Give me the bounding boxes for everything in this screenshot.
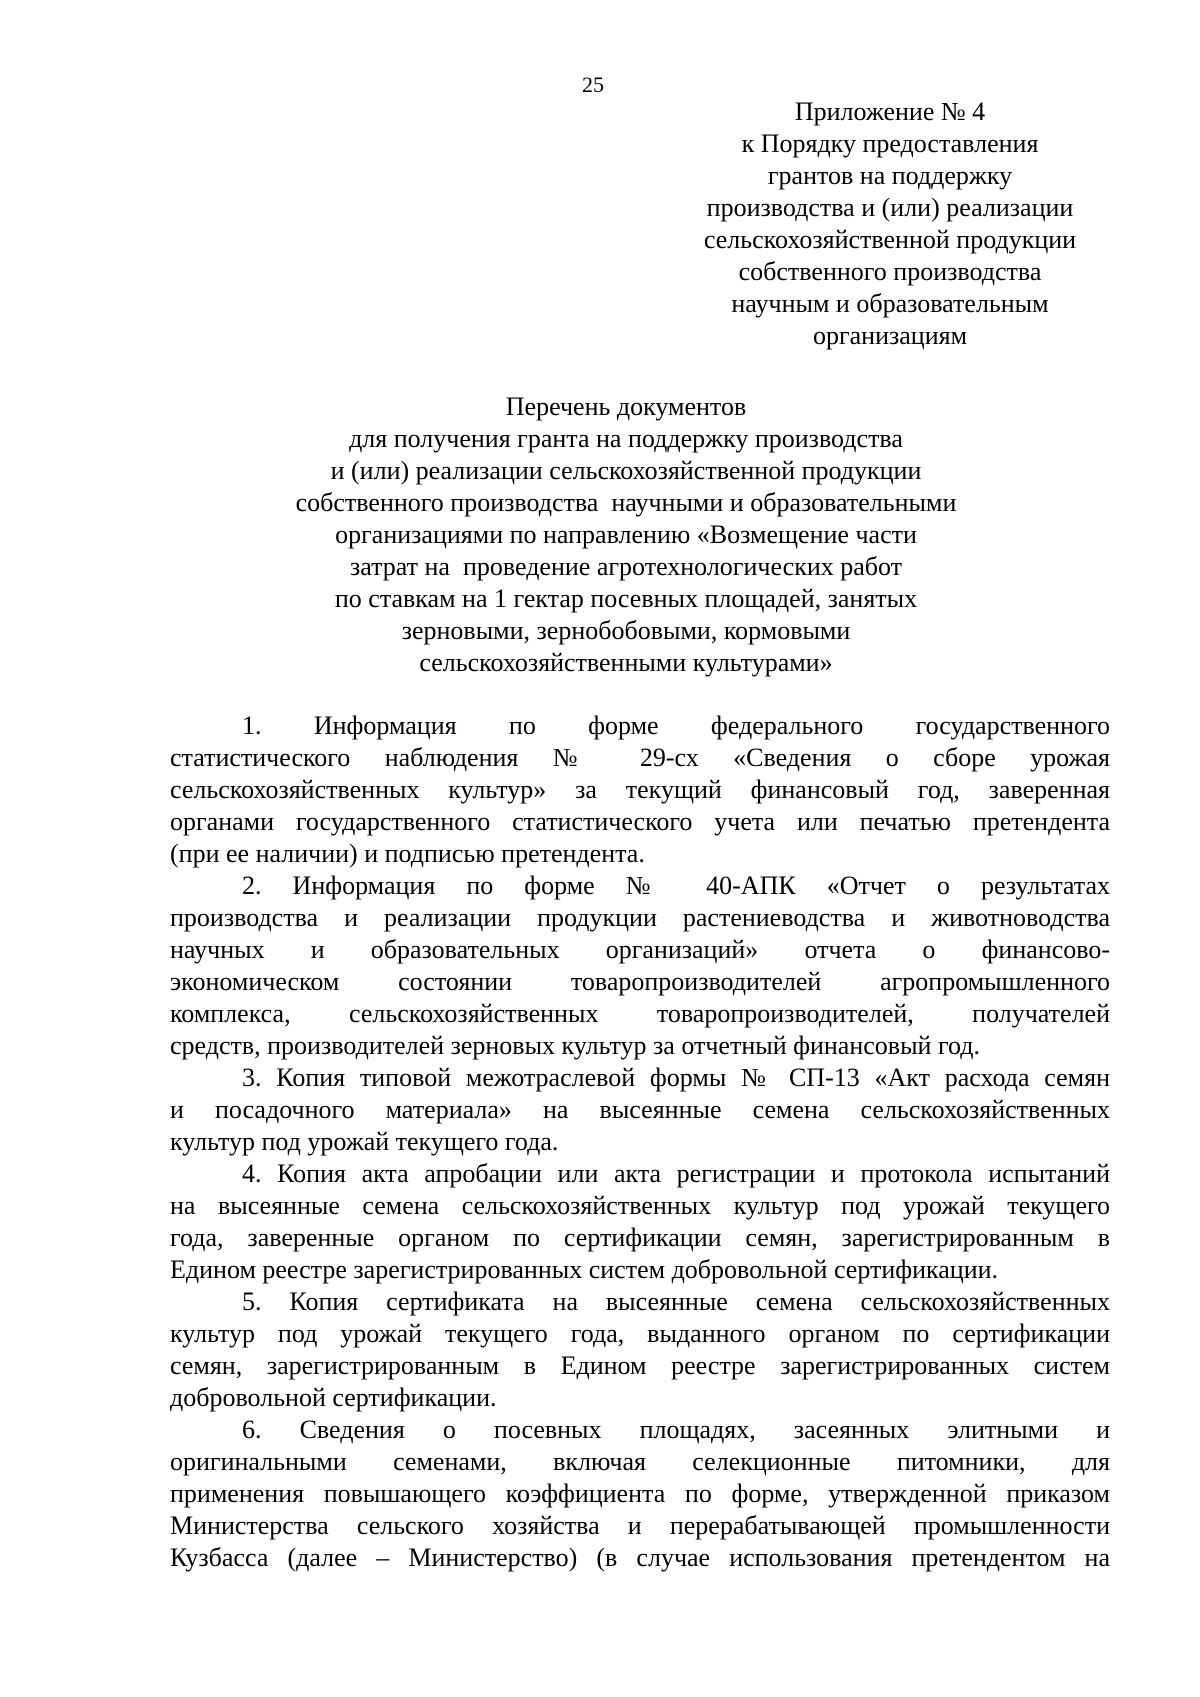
paragraph-line: (при ее наличии) и подписью претендента. bbox=[170, 839, 645, 868]
list-item-4 bbox=[170, 1158, 1110, 1286]
appendix-line: сельскохозяйственной продукции bbox=[703, 225, 1077, 254]
paragraph-line: производства и реализации продукции растениеводства и животноводства bbox=[170, 903, 1110, 932]
page-number: 25 bbox=[582, 72, 604, 97]
paragraph-line: 4. Копия акта апробации или акта регистрации и протокола испытаний bbox=[242, 1159, 1110, 1188]
title-line: сельскохозяйственными культурами» bbox=[419, 648, 833, 677]
appendix-line: производства и (или) реализации bbox=[706, 193, 1074, 222]
document-body bbox=[170, 710, 1110, 1574]
paragraph-line: комплекса, сельскохозяйственных товаропроизводителей, получателей bbox=[170, 999, 1110, 1028]
paragraph-line: применения повышающего коэффициента по форме, утвержденной приказом bbox=[170, 1479, 1110, 1508]
paragraph-line: статистического наблюдения № 29-сх «Сведения о сборе урожая bbox=[170, 743, 1110, 772]
list-item-1 bbox=[170, 710, 1110, 870]
document-title bbox=[246, 391, 1006, 679]
title-line: затрат на проведение агротехнологических работ bbox=[349, 552, 903, 581]
paragraph-line: 5. Копия сертификата на высеянные семена сельскохозяйственных bbox=[242, 1287, 1110, 1316]
title-line: по ставкам на 1 гектар посевных площадей, занятых bbox=[334, 584, 918, 613]
appendix-header bbox=[668, 96, 1112, 352]
paragraph-line: научных и образовательных организаций» отчета о финансово- bbox=[170, 935, 1110, 964]
paragraph-line: сельскохозяйственных культур» за текущий финансовый год, заверенная bbox=[170, 775, 1110, 804]
paragraph-line: 6. Сведения о посевных площадях, засеянных элитными и bbox=[242, 1415, 1110, 1444]
paragraph-line: 3. Копия типовой межотраслевой формы № СП-13 «Акт расхода семян bbox=[242, 1063, 1110, 1092]
list-item-5 bbox=[170, 1286, 1110, 1414]
appendix-line: Приложение № 4 bbox=[794, 97, 986, 126]
paragraph-line: на высеянные семена сельскохозяйственных культур под урожай текущего bbox=[170, 1191, 1110, 1220]
paragraph-line: средств, производителей зерновых культур за отчетный финансовый год. bbox=[170, 1031, 980, 1060]
title-line: собственного производства научными и образовательными bbox=[295, 488, 957, 517]
title-line: зерновыми, зернобобовыми, кормовыми bbox=[401, 616, 851, 645]
paragraph-line: семян, зарегистрированным в Едином реестре зарегистрированных систем bbox=[170, 1351, 1110, 1380]
paragraph-line: Кузбасса (далее – Министерство) (в случае использования претендентом на bbox=[170, 1543, 1110, 1572]
paragraph-line: и посадочного материала» на высеянные семена сельскохозяйственных bbox=[170, 1095, 1110, 1124]
appendix-line: научным и образовательным bbox=[731, 289, 1049, 318]
paragraph-line: 1. Информация по форме федерального государственного bbox=[242, 711, 1110, 740]
paragraph-line: 2. Информация по форме № 40-АПК «Отчет о результатах bbox=[242, 871, 1110, 900]
list-item-6 bbox=[170, 1414, 1110, 1574]
paragraph-line: органами государственного статистического учета или печатью претендента bbox=[170, 807, 1110, 836]
paragraph-line: Министерства сельского хозяйства и перерабатывающей промышленности bbox=[170, 1511, 1110, 1540]
title-line: и (или) реализации сельскохозяйственной продукции bbox=[330, 456, 922, 485]
paragraph-line: культур под урожай текущего года. bbox=[170, 1127, 559, 1156]
list-item-3 bbox=[170, 1062, 1110, 1158]
appendix-line: собственного производства bbox=[738, 257, 1042, 286]
appendix-line: к Порядку предоставления bbox=[741, 129, 1039, 158]
title-line: организациями по направлению «Возмещение части bbox=[335, 520, 917, 549]
list-item-2 bbox=[170, 870, 1110, 1062]
paragraph-line: Едином реестре зарегистрированных систем добровольной сертификации. bbox=[170, 1255, 999, 1284]
paragraph-line: экономическом состоянии товаропроизводителей агропромышленного bbox=[170, 967, 1110, 996]
paragraph-line: добровольной сертификации. bbox=[170, 1383, 497, 1412]
appendix-line: организациям bbox=[812, 321, 968, 350]
paragraph-line: оригинальными семенами, включая селекционные питомники, для bbox=[170, 1447, 1110, 1476]
paragraph-line: культур под урожай текущего года, выданного органом по сертификации bbox=[170, 1319, 1110, 1348]
title-line: Перечень документов bbox=[505, 392, 747, 421]
paragraph-line: года, заверенные органом по сертификации семян, зарегистрированным в bbox=[170, 1223, 1110, 1252]
appendix-line: грантов на поддержку bbox=[767, 161, 1013, 190]
title-line: для получения гранта на поддержку производства bbox=[349, 424, 903, 453]
